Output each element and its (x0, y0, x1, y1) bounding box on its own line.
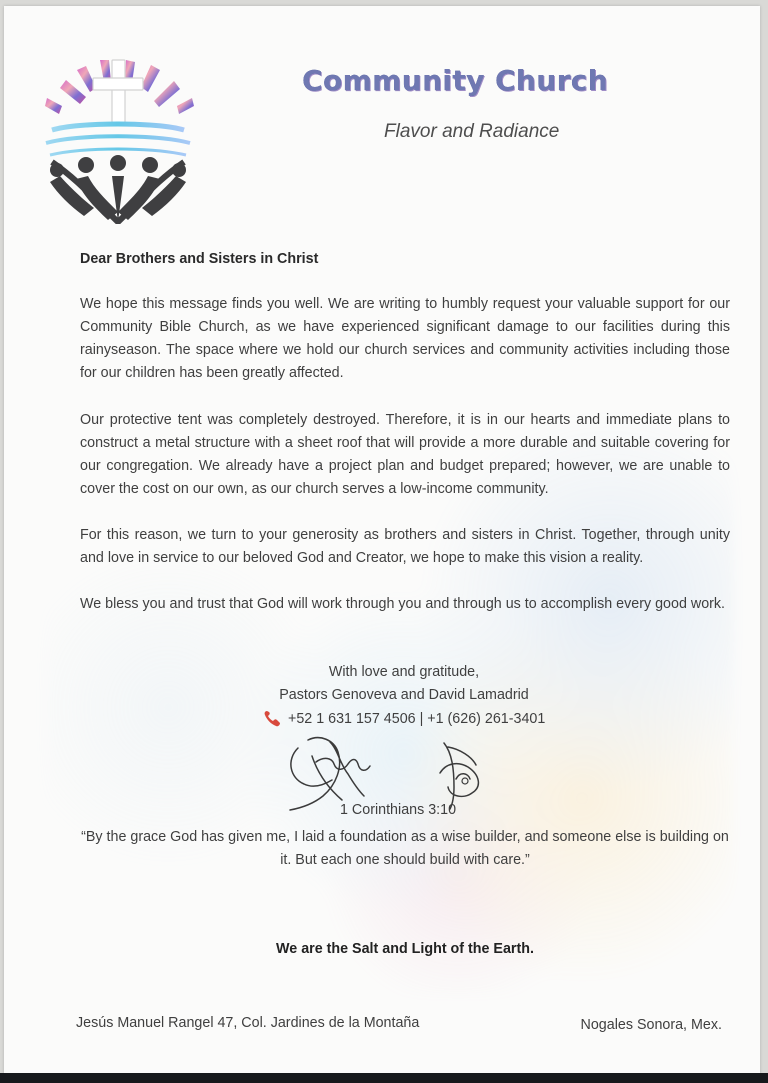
signer-names: Pastors Genoveva and David Lamadrid (279, 687, 529, 703)
church-name: Community Church (302, 64, 609, 97)
footer-city: Nogales Sonora, Mex. (580, 1017, 722, 1033)
bible-verse-text: “By the grace God has given me, I laid a foundation as a wise builder, and someone else is building on it. But each one should build with care.” (81, 829, 729, 868)
letter-paragraph: We hope this message finds you well. We are writing to humbly request your valuable support for our Community Bible Church, as we have experienced significant damage to our facilities during this rainyseason. The space where we hold our church services and community activities including those for our children has been greatly affected. (80, 296, 730, 381)
photo-bottom-edge (0, 1073, 768, 1083)
contact-phone-line (262, 708, 545, 731)
phone-icon (262, 709, 282, 727)
phone-number-text: +52 1 631 157 4506 | +1 (626) 261-3401 (288, 711, 546, 727)
church-tagline: Flavor and Radiance (384, 121, 560, 142)
letter-paragraph: We bless you and trust that God will work through you and through us to accomplish every good work. (80, 596, 726, 612)
footer-address: Jesús Manuel Rangel 47, Col. Jardines de la Montaña (76, 1015, 420, 1031)
church-motto: We are the Salt and Light of the Earth. (276, 941, 534, 957)
letter-page (4, 6, 760, 1074)
letter-paragraph: For this reason, we turn to your generosity as brothers and sisters in Christ. Together, through unity and love in service to our beloved God and Creator, we hope to make this vision a reality. (80, 527, 730, 566)
church-logo-icon (38, 52, 198, 224)
letter-paragraph: Our protective tent was completely destroyed. Therefore, it is in our hearts and immediate plans to construct a metal structure with a sheet roof that will provide a more durable and suitable covering for our congregation. We already have a project plan and budget prepared; however, we are unable to cover the cost on our own, as our church serves a low-income community. (80, 412, 730, 497)
letter-salutation: Dear Brothers and Sisters in Christ (80, 251, 319, 267)
bible-verse-reference: 1 Corinthians 3:10 (340, 802, 457, 818)
letter-closing: With love and gratitude, (328, 664, 480, 680)
